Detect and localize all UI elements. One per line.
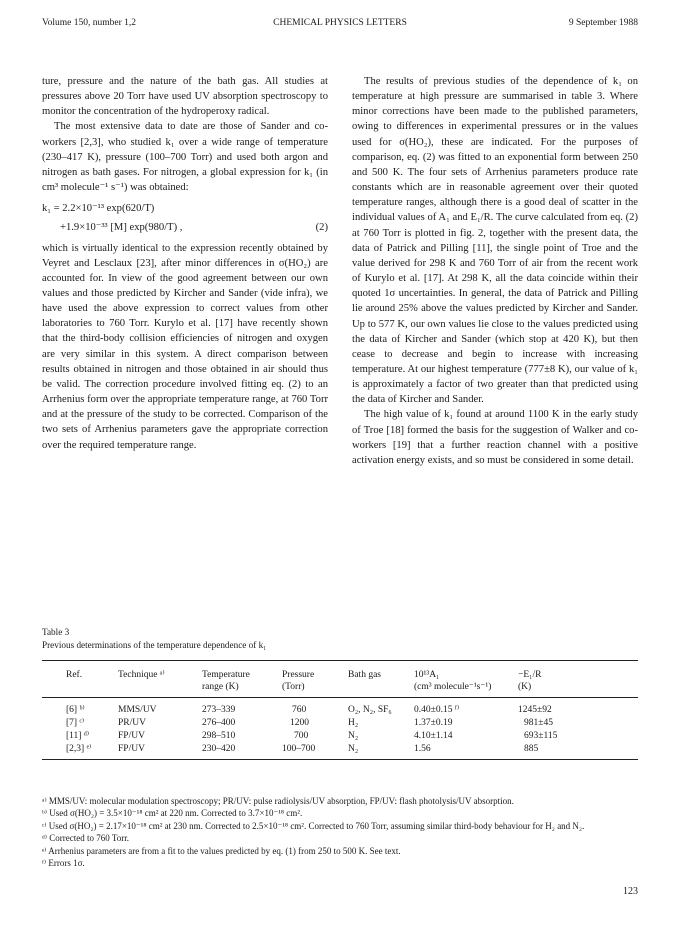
footnote: ᵇ⁾ Used σ(HO₂) = 3.5×10⁻¹⁸ cm² at 220 nm. Corrected to 3.7×10⁻¹⁸ cm². [42, 808, 303, 819]
table-rule [42, 759, 638, 760]
col-header-temperature: Temperature [202, 670, 250, 680]
footnote: ᵃ⁾ MMS/UV: molecular modulation spectroscopy; PR/UV: pulse radiolysis/UV absorption, FP/UV: flash photolysis/UV absorption. [42, 796, 514, 806]
cell-ref: [11] ᵈ⁾ [66, 731, 90, 741]
cell-pressure: 700 [294, 731, 309, 741]
cell-e1r: 885 [524, 744, 539, 754]
left-column [42, 74, 328, 453]
col-header-pressure-unit: (Torr) [282, 682, 305, 692]
equation-number: (2) [315, 222, 328, 234]
cell-temperature: 230–420 [202, 744, 236, 754]
cell-a1: 1.56 [414, 744, 431, 754]
running-header [42, 18, 638, 32]
col-header-a1-unit: (cm³ molecule⁻¹s⁻¹) [414, 682, 492, 692]
footnote: ᵉ⁾ Arrhenius parameters are from a fit to the values predicted by eq. (1) from 250 to 500 K. See text. [42, 845, 401, 856]
table-title: Previous determinations of the temperature dependence of k₁ [42, 639, 267, 650]
cell-technique: PR/UV [118, 718, 146, 728]
table-footnotes [42, 795, 638, 869]
cell-pressure: 1200 [290, 718, 309, 728]
volume-info: Volume 150, number 1,2 [42, 18, 137, 28]
cell-a1: 4.10±1.14 [414, 731, 453, 741]
cell-temperature: 276–400 [202, 718, 236, 728]
cell-ref: [7] ᶜ⁾ [66, 718, 85, 728]
col-header-temperature-unit: range (K) [202, 682, 239, 692]
cell-technique: FP/UV [118, 731, 145, 741]
col-header-a1: 10¹³A₁ [414, 670, 440, 680]
col-header-bath-gas: Bath gas [348, 670, 381, 680]
equation-line [42, 220, 328, 235]
footnote: ᶜ⁾ Used σ(HO₂) = 2.17×10⁻¹⁸ cm² at 230 nm. Corrected to 2.5×10⁻¹⁸ cm². Corrected to 760 Torr, assuming similar third-body behaviour for H₂ and N₂. [42, 820, 585, 831]
cell-a1: 0.40±0.15 ᶠ⁾ [414, 705, 460, 715]
col-header-technique: Technique ᵃ⁾ [118, 670, 165, 680]
paragraph: ture, pressure and the nature of the bath gas. All studies at pressures above 20 Torr have used UV absorption spectroscopy to monitor the concentration of the hydroperoxy radical. [42, 76, 328, 118]
cell-ref: [2,3] ᵉ⁾ [66, 744, 92, 754]
equation-text: k₁ = 2.2×10⁻¹³ exp(620/T) [42, 203, 155, 215]
cell-e1r: 981±45 [524, 718, 553, 728]
cell-bath-gas: N₂ [348, 744, 359, 754]
table-label: Table 3 [42, 627, 70, 637]
cell-bath-gas: H₂ [348, 718, 359, 728]
footnote: ᶠ⁾ Errors 1σ. [42, 858, 85, 869]
col-header-e1r: −E₁/R [518, 670, 542, 680]
cell-technique: FP/UV [118, 744, 145, 754]
cell-temperature: 298–510 [202, 731, 236, 741]
paragraph: The most extensive data to date are those of Sander and co-workers [2,3], who studied k₁ over a wide range of temperature (230–417 K), pressure (100–700 Torr) and used both argon and nitrogen as bath gases. For nitrogen, a global expression for k₁ (in cm³ molecule⁻¹ s⁻¹) was obtained: [42, 121, 328, 194]
table-caption [42, 626, 638, 651]
equation-text: +1.9×10⁻³³ [M] exp(980/T) , [60, 222, 183, 234]
paragraph: which is virtually identical to the expression recently obtained by Veyret and Lesclaux [23], after minor differences in σ(HO₂) are accounted for. In view of the good agreement between our own values and those predicted by Kircher and Sander (vide infra), we have used the above expression to correct values from other laboratories to 760 Torr. Kurylo et al. [17] have recently shown that the third-body collision efficiencies of nitrogen and oxygen are very similar in this system. A direct comparison between results obtained in nitrogen and those obtained in air should thus be valid. The correction procedure involved fitting eq. (2) to an Arrhenius form over the appropriate temperature range, at 760 Torr and at the pressure of the study to be corrected. Comparison of the two sets of Arrhenius parameters gave the appropriate correction over the required temperature range. [42, 242, 328, 451]
equation-line [42, 201, 328, 216]
col-header-e1r-unit: (K) [518, 682, 532, 692]
issue-date: 9 September 1988 [568, 18, 638, 28]
cell-pressure: 100–700 [282, 744, 316, 754]
footnote: ᵈ⁾ Corrected to 760 Torr. [42, 833, 129, 844]
cell-temperature: 273–339 [202, 705, 236, 715]
paragraph: The results of previous studies of the dependence of k₁ on temperature at high pressure are summarised in table 3. Where minor corrections have been made to the published parameters, owing to differences in experimental pressures or in the values used for σ(HO₂), these are indicated. For the purposes of comparison, eq. (2) was fitted to an exponential form between 250 and 500 K. The four sets of Arrhenius parameters produce rate constants which are in reasonable agreement over their quoted temperature ranges, although there is a good deal of scatter in the individual values of A₁ and E₁/R. The curve calculated from eq. (2) at 760 Torr is plotted in fig. 2, together with the present data, the data of Patrick and Pilling [11], the single point of Troe and the value derived for 298 K and 760 Torr of air from the recent work of Kurylo et al. [17]. At 298 K, all the data coincide within their quoted 1σ uncertainties. In general, the data of Patrick and Pilling lie around 25% above the values predicted by Kircher and Sander. Up to 577 K, our own values lie close to the values predicted using the data of Kircher and Sander (which stop at 420 K), but then cease to decrease and begin to increase with increasing temperature. At our highest temperature (777±8 K), our value of k₁ is approximately a factor of two greater than that predicted using the data of Kircher and Sander. [352, 76, 638, 406]
cell-e1r: 693±115 [524, 731, 558, 741]
cell-pressure: 760 [292, 705, 307, 715]
cell-bath-gas: N₂ [348, 731, 359, 741]
table-rule [42, 660, 638, 661]
cell-bath-gas: O₂, N₂, SF₆ [348, 705, 392, 715]
cell-technique: MMS/UV [118, 705, 157, 715]
cell-a1: 1.37±0.19 [414, 718, 453, 728]
cell-e1r: 1245±92 [518, 705, 552, 715]
right-column [352, 74, 638, 468]
col-header-ref: Ref. [66, 670, 83, 680]
paragraph: The high value of k₁ found at around 1100 K in the early study of Troe [18] formed the basis for the suggestion of Walker and co-workers [19] that a further reaction channel with a positive activation energy exists, and so must be considered in some detail. [352, 409, 638, 466]
page-number: 123 [623, 886, 638, 897]
cell-ref: [6] ᵇ⁾ [66, 705, 85, 715]
journal-name: CHEMICAL PHYSICS LETTERS [273, 18, 407, 28]
table-rule [42, 697, 638, 698]
col-header-pressure: Pressure [282, 670, 315, 680]
